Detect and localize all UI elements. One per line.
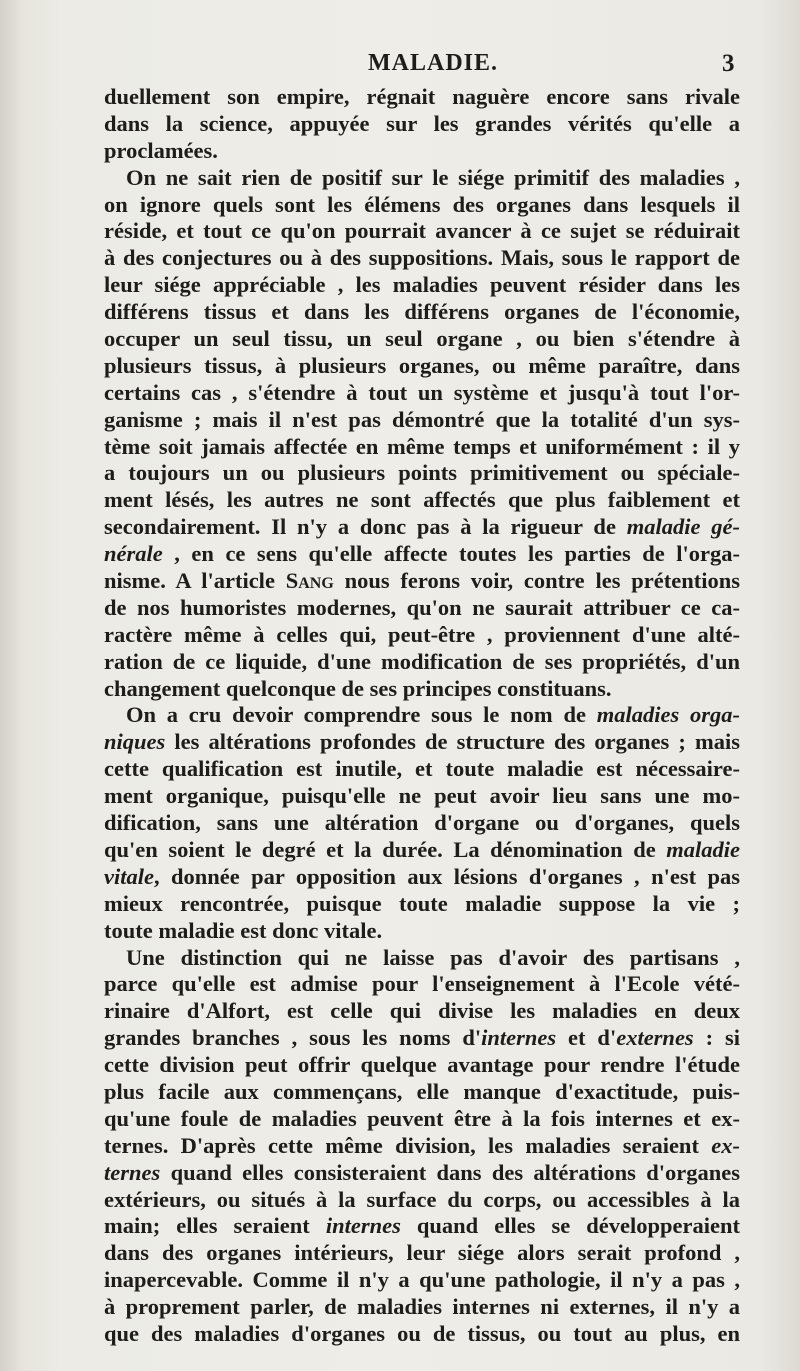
text-line	[104, 84, 740, 111]
text-line	[104, 218, 740, 245]
text-span: à des conjectures ou à des suppositions. Mais, sous le rapport de	[104, 245, 740, 271]
text-line	[104, 326, 740, 353]
body-text	[104, 84, 740, 1348]
text-span: différens tissus et dans les différens organes de l'économie,	[104, 299, 740, 325]
text-line	[104, 460, 740, 487]
italic-term: niques	[104, 729, 166, 755]
text-line	[104, 837, 740, 864]
text-span: a toujours un ou plusieurs points primitivement ou spéciale-	[104, 460, 740, 486]
text-line	[104, 1321, 740, 1348]
text-span: ration de ce liquide, d'une modification de ses propriétés, d'un	[104, 648, 740, 674]
text-span: duellement son empire, régnait naguère encore sans rivale	[104, 84, 740, 109]
text-line	[104, 1240, 740, 1267]
text-span: grandes branches , sous les noms d'	[104, 1025, 482, 1051]
text-span: tème soit jamais affectée en même temps et uniformément : il y	[104, 433, 740, 459]
small-caps-term: Sang	[285, 568, 334, 594]
text-span: cette qualification est inutile, et toute maladie est nécessaire-	[104, 756, 740, 782]
italic-term: vitale	[104, 863, 154, 889]
text-line	[104, 353, 740, 380]
text-span: mieux rencontrée, puisque toute maladie suppose la vie ;	[104, 890, 740, 916]
text-line	[104, 1160, 740, 1187]
text-span: plusieurs tissus, à plusieurs organes, ou même paraître, dans	[104, 352, 740, 378]
running-title: MALADIE.	[368, 50, 499, 76]
text-line	[104, 1213, 740, 1240]
text-span: ganisme ; mais il n'est pas démontré que la totalité d'un sys-	[104, 406, 740, 432]
text-span: ment organique, puisqu'elle ne peut avoir lieu sans une mo-	[104, 783, 740, 809]
text-line	[104, 1133, 740, 1160]
italic-term: maladie	[666, 836, 740, 862]
text-span: ternes. D'après cette même division, les maladies seraient	[104, 1132, 712, 1158]
text-line	[104, 891, 740, 918]
text-span: occuper un seul tissu, un seul organe , ou bien s'étendre à	[104, 326, 740, 352]
text-line	[104, 407, 740, 434]
text-span: leur siége appréciable , les maladies peuvent résider dans les	[104, 272, 740, 298]
text-span: et d'	[556, 1025, 617, 1051]
text-span: changement quelconque de ses principes constituans.	[104, 675, 612, 701]
text-span: On ne sait rien de positif sur le siége primitif des maladies ,	[126, 164, 740, 190]
text-line	[104, 299, 740, 326]
text-span: on ignore quels sont les élémens des organes dans lesquels il	[104, 191, 740, 217]
text-span: Une distinction qui ne laisse pas d'avoir des partisans ,	[126, 944, 740, 970]
text-span: nisme. A l'article	[104, 568, 286, 594]
text-span: main; elles seraient	[104, 1213, 326, 1239]
italic-term: ternes	[104, 1159, 161, 1185]
text-line	[104, 1025, 740, 1052]
text-span: inapercevable. Comme il n'y a qu'une pathologie, il n'y a pas ,	[104, 1267, 740, 1293]
text-span: extérieurs, ou situés à la surface du corps, ou accessibles à la	[104, 1186, 740, 1212]
running-head	[0, 50, 800, 80]
text-span: quand elles consisteraient dans des altérations d'organes	[160, 1159, 740, 1185]
text-line	[104, 568, 740, 595]
text-span: ractère même à celles qui, peut-être , proviennent d'une alté-	[104, 621, 740, 647]
text-line	[104, 864, 740, 891]
text-line	[104, 1187, 740, 1214]
text-span: : si	[693, 1025, 741, 1051]
italic-term: maladie gé-	[626, 514, 740, 540]
text-line	[104, 514, 740, 541]
italic-term: externes	[616, 1025, 694, 1051]
text-span: à proprement parler, de maladies internes ni externes, il n'y a	[104, 1294, 740, 1320]
text-span: dans des organes intérieurs, leur siége alors serait profond ,	[104, 1240, 740, 1266]
text-line	[104, 918, 740, 945]
text-span: plus facile aux commençans, elle manque d'exactitude, puis-	[104, 1078, 740, 1104]
text-span: qu'en soient le degré et la durée. La dénomination de	[104, 836, 667, 862]
page-number: 3	[722, 50, 735, 77]
text-line	[104, 541, 740, 568]
text-line	[104, 783, 740, 810]
text-line	[104, 729, 740, 756]
text-span: qu'une foule de maladies peuvent être à la fois internes et ex-	[104, 1105, 740, 1131]
text-span: dification, sans une altération d'organe ou d'organes, quels	[104, 810, 740, 836]
text-line	[104, 380, 740, 407]
text-line	[104, 487, 740, 514]
text-line	[104, 111, 740, 138]
text-span: réside, et tout ce qu'on pourrait avancer à ce sujet se réduirait	[104, 218, 740, 244]
text-line	[104, 165, 740, 192]
text-span: parce qu'elle est admise pour l'enseignement à l'Ecole vété-	[104, 971, 740, 997]
text-line	[104, 1079, 740, 1106]
text-line	[104, 998, 740, 1025]
text-line	[104, 272, 740, 299]
text-span: , en ce sens qu'elle affecte toutes les parties de l'orga-	[162, 541, 740, 567]
text-span: proclamées.	[104, 137, 218, 163]
text-span: , donnée par opposition aux lésions d'organes , n'est pas	[153, 863, 740, 889]
text-line	[104, 971, 740, 998]
text-line	[104, 810, 740, 837]
text-line	[104, 622, 740, 649]
text-line	[104, 1294, 740, 1321]
text-line	[104, 702, 740, 729]
text-span: de nos humoristes modernes, qu'on ne saurait attribuer ce ca-	[104, 594, 740, 620]
italic-term: internes	[325, 1213, 401, 1239]
text-line	[104, 756, 740, 783]
italic-term: internes	[481, 1025, 557, 1051]
text-line	[104, 1106, 740, 1133]
italic-term: maladies orga-	[596, 702, 740, 728]
text-span: ment lésés, les autres ne sont affectés que plus faiblement et	[104, 487, 740, 513]
text-span: certains cas , s'étendre à tout un système et jusqu'à tout l'or-	[104, 379, 740, 405]
text-line	[104, 945, 740, 972]
text-line	[104, 138, 740, 165]
italic-term: ex-	[711, 1132, 740, 1158]
text-span: toute maladie est donc vitale.	[104, 917, 383, 943]
text-line	[104, 595, 740, 622]
text-line	[104, 1267, 740, 1294]
text-line	[104, 649, 740, 676]
text-span: secondairement. Il n'y a donc pas à la rigueur de	[104, 514, 627, 540]
text-span: les altérations profondes de structure des organes ; mais	[165, 729, 740, 755]
text-line	[104, 245, 740, 272]
italic-term: nérale	[104, 541, 163, 567]
text-line	[104, 192, 740, 219]
text-line	[104, 434, 740, 461]
text-span: dans la science, appuyée sur les grandes vérités qu'elle a	[104, 110, 740, 136]
text-span: que des maladies d'organes ou de tissus, ou tout au plus, en	[104, 1320, 740, 1346]
text-span: nous ferons voir, contre les prétentions	[333, 568, 740, 594]
text-span: rinaire d'Alfort, est celle qui divise les maladies en deux	[104, 998, 740, 1024]
text-span: quand elles se développeraient	[400, 1213, 740, 1239]
text-line	[104, 1052, 740, 1079]
text-span: cette division peut offrir quelque avantage pour rendre l'étude	[104, 1052, 740, 1078]
text-span: On a cru devoir comprendre sous le nom de	[126, 702, 597, 728]
text-line	[104, 676, 740, 703]
